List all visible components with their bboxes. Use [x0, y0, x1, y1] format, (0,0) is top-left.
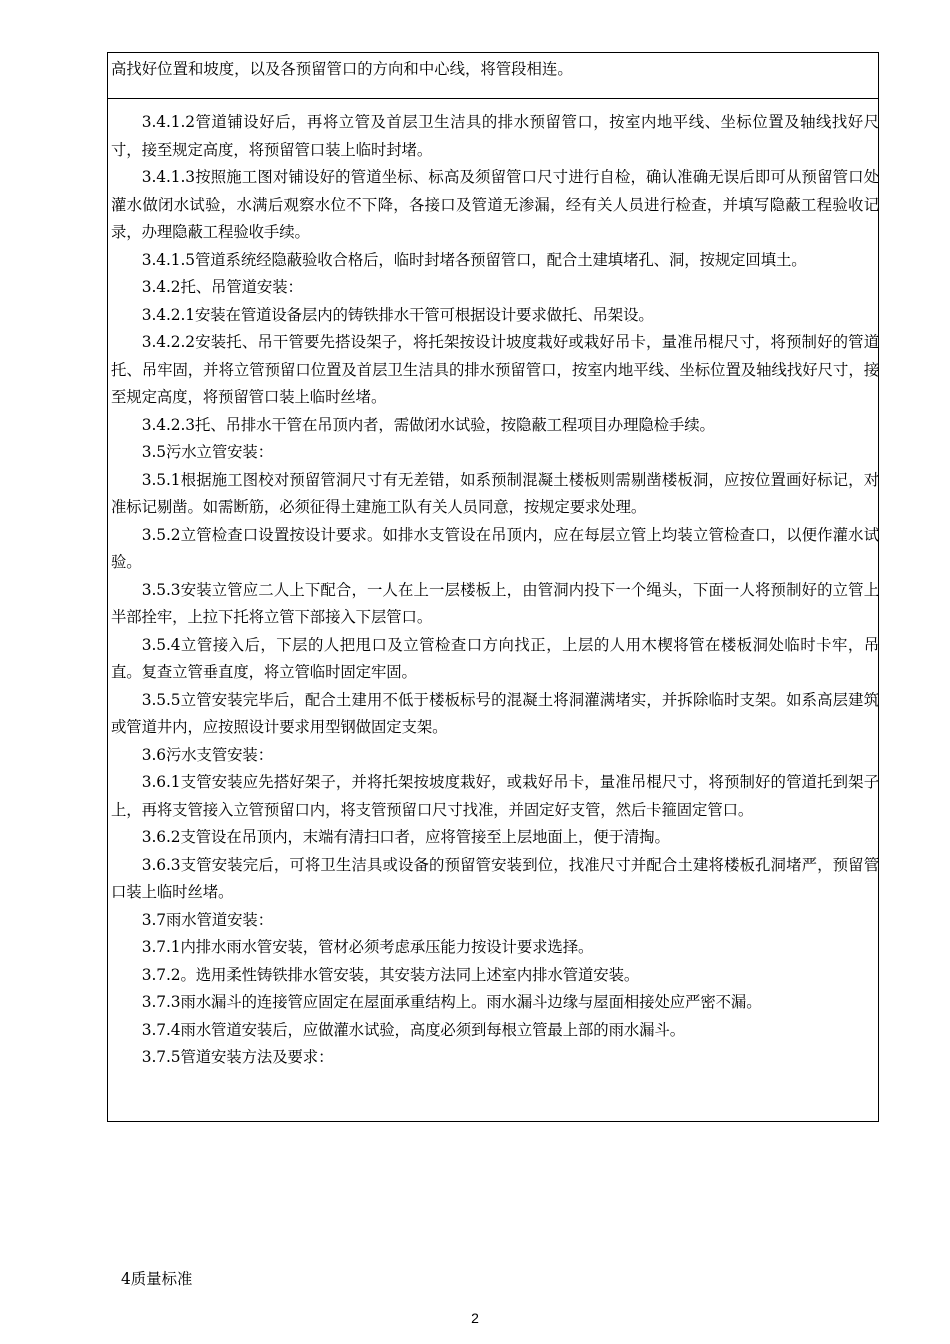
paragraph: 3.6污水支管安装：: [141, 745, 274, 764]
paragraph: 3.5.4立管接入后，下层的人把甩口及立管检查口方向找正，上层的人用木楔将管在楼板洞处临时卡牢，吊直。复查立管垂直度，将立管临时固定牢固。: [111, 635, 879, 681]
paragraph: 3.4.1.2管道铺设好后，再将立管及首层卫生洁具的排水预留管口，按室内地平线、坐标位置及轴线找好尺寸，接至规定高度，将预留管口装上临时封堵。: [111, 113, 879, 159]
paragraph: 3.7.3雨水漏斗的连接管应固定在屋面承重结构上。雨水漏斗边缘与屋面相接处应严密不漏。: [141, 993, 762, 1011]
paragraph: 3.5污水立管安装：: [141, 443, 274, 461]
paragraph: 3.4.1.5管道系统经隐蔽验收合格后，临时封堵各预留管口，配合土建填堵孔、洞，按规定回填土。: [141, 250, 807, 269]
paragraph: 3.4.1.3按照施工图对铺设好的管道坐标、标高及须留管口尺寸进行自检，确认准确无误后即可从预留管口处灌水做闭水试验，水满后观察水位不下降，各接口及管道无渗漏，经有关人员进行检查，并填写隐蔽工程验收记录，办理隐蔽工程验收手续。: [111, 168, 879, 241]
paragraph: 3.4.2托、吊管道安装：: [141, 278, 303, 296]
paragraph: 3.5.1根据施工图校对预留管洞尺寸有无差错，如系预制混凝土楼板则需剔凿楼板洞，应按位置画好标记，对准标记剔凿。如需断筋，必须征得土建施工队有关人员同意，按规定要求处理。: [111, 470, 879, 516]
paragraph: 3.5.2立管检查口设置按设计要求。如排水支管设在吊顶内，应在每层立管上均装立管检查口，以便作灌水试验。: [111, 525, 879, 571]
content-table-frame: [107, 52, 879, 1122]
paragraph: 3.4.2.3托、吊排水干管在吊顶内者，需做闭水试验，按隐蔽工程项目办理隐检手续。: [141, 415, 715, 434]
section-heading: 4质量标准: [121, 1270, 193, 1288]
continued-text-line: 高找好位置和坡度，以及各预留管口的方向和中心线，将管段相连。: [111, 60, 573, 78]
page-number: 2: [471, 1310, 479, 1326]
paragraph: 3.7.5管道安装方法及要求：: [141, 1048, 334, 1066]
paragraph: 3.6.2支管设在吊顶内，末端有清扫口者，应将管接至上层地面上，便于清掏。: [141, 828, 670, 846]
paragraph: 3.4.2.2安装托、吊干管要先搭设架子，将托架按设计坡度栽好或栽好吊卡，量准吊棍尺寸，将预制好的管道托、吊牢固，并将立管预留口位置及首层卫生洁具的排水预留管口，按室内地平线、坐标位置及轴线找好尺寸，接至规定高度，将预留管口装上临时丝堵。: [111, 333, 879, 406]
paragraph: 3.6.1支管安装应先搭好架子，并将托架按坡度栽好，或栽好吊卡，量准吊棍尺寸，将预制好的管道托到架子上，再将支管接入立管预留口内，将支管预留口尺寸找准，并固定好支管，然后卡箍固定管口。: [111, 773, 879, 819]
paragraph: 3.5.3安装立管应二人上下配合，一人在上一层楼板上，由管洞内投下一个绳头，下面一人将预制好的立管上半部拴牢，上拉下托将立管下部接入下层管口。: [111, 580, 879, 626]
paragraph: 3.7.2。选用柔性铸铁排水管安装，其安装方法同上述室内排水管道安装。: [141, 965, 640, 984]
paragraph: 3.7.4雨水管道安装后，应做灌水试验，高度必须到每根立管最上部的雨水漏斗。: [141, 1020, 686, 1039]
paragraph: 3.6.3支管安装完后，可将卫生洁具或设备的预留管安装到位，找准尺寸并配合土建将楼板孔洞堵严，预留管口装上临时丝堵。: [111, 855, 879, 901]
table-row-divider: [108, 98, 878, 99]
paragraph: 3.7.1内排水雨水管安装，管材必须考虑承压能力按设计要求选择。: [141, 938, 594, 956]
body-text-block: [111, 109, 879, 1072]
paragraph: 3.5.5立管安装完毕后，配合土建用不低于楼板标号的混凝土将洞灌满堵实，并拆除临时支架。如系高层建筑或管道井内，应按照设计要求用型钢做固定支架。: [111, 690, 879, 736]
paragraph: 3.7雨水管道安装：: [141, 910, 274, 929]
paragraph: 3.4.2.1安装在管道设备层内的铸铁排水干管可根据设计要求做托、吊架设。: [141, 305, 654, 324]
